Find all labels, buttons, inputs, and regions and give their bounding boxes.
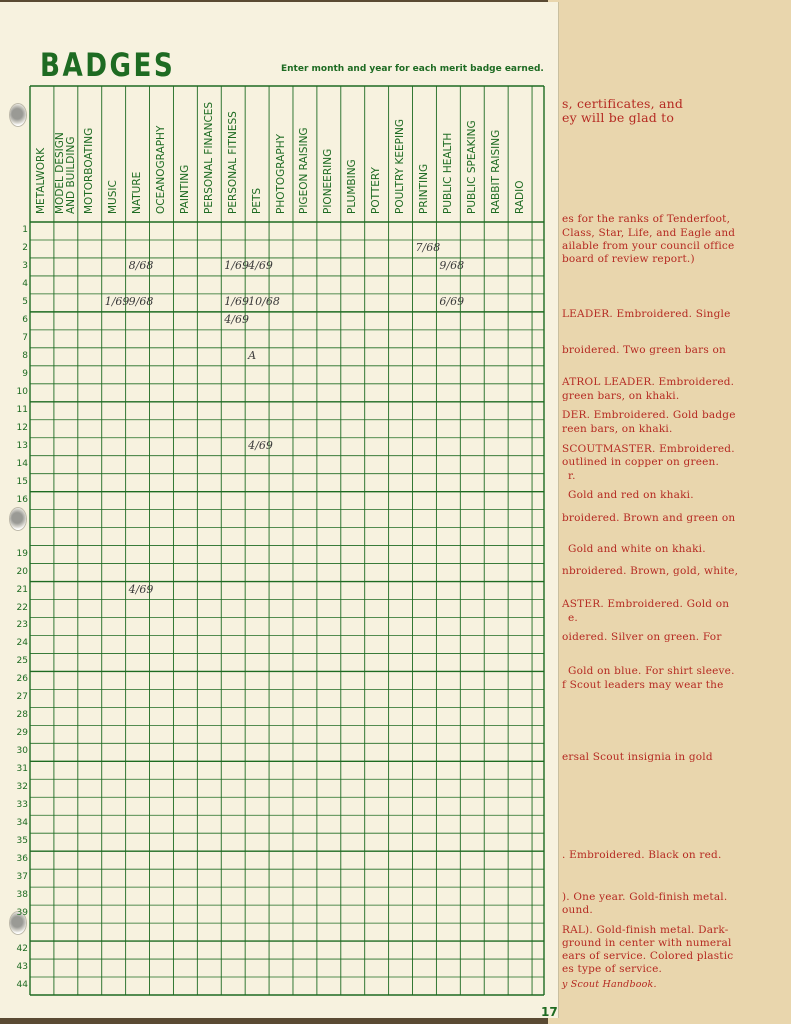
back-page-text-line: f Scout leaders may wear the [562, 679, 724, 691]
column-header: PLUMBING [346, 159, 359, 214]
badge-date-entry: 4/69 [248, 438, 273, 452]
column-header: MOTORBOATING [83, 127, 96, 214]
badge-date-entry: 4/69 [128, 582, 154, 596]
row-number: 12 [16, 422, 28, 433]
back-page-text-line: s, certificates, and [562, 96, 684, 111]
row-number: 22 [16, 602, 28, 613]
instruction-text: Enter month and year for each merit badge earned. [281, 64, 544, 74]
row-number: 23 [16, 620, 28, 631]
column-header: MUSIC [107, 180, 120, 214]
back-page-text-line: reen bars, on khaki. [562, 423, 673, 435]
back-page-text-line: SCOUTMASTER. Embroidered. [562, 443, 735, 455]
column-header: RADIO [513, 180, 526, 214]
back-page-text-line: oidered. Silver on green. For [562, 631, 722, 643]
badge-date-entry: 9/68 [439, 258, 465, 272]
back-page-text-line: ground in center with numeral [562, 937, 732, 949]
column-header: PRINTING [417, 163, 430, 214]
column-header: PERSONAL FITNESS [226, 111, 239, 214]
badge-date-entry: 1/69 [224, 294, 249, 308]
column-header: NATURE [131, 171, 144, 214]
column-header: PERSONAL FINANCES [202, 101, 215, 214]
badge-date-entry: A [248, 348, 257, 362]
row-number: 13 [16, 440, 28, 451]
row-number: 25 [16, 656, 28, 667]
row-number: 4 [22, 278, 28, 289]
row-number: 35 [16, 836, 28, 847]
back-page-text-line: RAL). Gold-finish metal. Dark- [562, 924, 729, 936]
badge-date-entry: 4/69 [248, 258, 273, 272]
row-number: 28 [16, 710, 28, 721]
row-number: 36 [16, 854, 28, 865]
column-header: PIONEERING [322, 148, 335, 214]
back-page-text-line: green bars, on khaki. [562, 390, 680, 402]
row-number: 7 [22, 332, 28, 343]
back-page-text-line: ailable from your council office [562, 240, 735, 252]
badge-date-entry: 6/69 [439, 294, 465, 308]
row-number: 11 [16, 404, 28, 415]
row-number: 38 [16, 890, 28, 901]
back-page-text-line: ersal Scout insignia in gold [562, 751, 713, 763]
row-number: 21 [16, 584, 28, 595]
row-number: 27 [16, 692, 28, 703]
column-header: PHOTOGRAPHY [274, 133, 287, 214]
back-page-text-line: es for the ranks of Tenderfoot, [562, 213, 731, 225]
back-page-text-line: broidered. Brown and green on [562, 512, 736, 524]
row-number: 9 [22, 368, 28, 379]
column-header: POTTERY [370, 167, 383, 214]
row-number: 2 [22, 242, 28, 253]
badge-date-entry: 1/69 [104, 294, 130, 308]
row-number: 43 [16, 962, 28, 973]
column-header: MODEL DESIGN AND BUILDING [53, 132, 77, 214]
row-number: 5 [22, 296, 28, 307]
row-number: 31 [16, 764, 28, 775]
back-page-text-line: DER. Embroidered. Gold badge [562, 409, 736, 421]
row-number: 19 [16, 548, 28, 559]
badge-date-entry: 8/68 [128, 258, 154, 272]
row-number: 10 [16, 386, 28, 397]
row-number: 44 [16, 980, 28, 990]
row-number: 15 [16, 476, 28, 487]
row-number: 33 [16, 800, 28, 811]
back-page-text-line: ). One year. Gold-finish metal. [562, 891, 728, 903]
column-header: RABBIT RAISING [489, 129, 502, 214]
back-page-text-line: Gold and white on khaki. [568, 543, 706, 555]
back-page-text-line: y Scout Handbook. [562, 979, 657, 990]
back-page-text-line: Class, Star, Life, and Eagle and [562, 227, 736, 239]
badge-date-entry: 7/68 [415, 240, 441, 254]
column-header: METALWORK [35, 147, 48, 214]
row-number: 3 [22, 260, 28, 271]
row-number: 16 [16, 494, 28, 505]
page-number: 17 [541, 1005, 558, 1019]
badge-date-entry: 10/68 [248, 294, 280, 308]
back-page-text-line: ey will be glad to [562, 110, 675, 125]
badge-date-entry: 1/69 [224, 258, 249, 272]
row-number: 26 [16, 674, 28, 685]
back-page-text-line: nbroidered. Brown, gold, white, [562, 565, 739, 577]
column-header: PUBLIC HEALTH [441, 132, 454, 214]
back-page-text-line: board of review report.) [562, 253, 695, 265]
row-number: 14 [16, 458, 28, 469]
row-number: 34 [16, 818, 28, 829]
back-page-text-line: Gold and red on khaki. [568, 489, 694, 501]
row-number: 6 [22, 314, 28, 325]
back-page-text-line: outlined in copper on green. [562, 456, 720, 468]
badge-date-entry: 9/68 [128, 294, 154, 308]
row-number: 39 [16, 908, 28, 919]
opposite-page [548, 0, 791, 1024]
badges-page [0, 2, 559, 1018]
row-number: 42 [16, 944, 28, 955]
column-header: PETS [250, 187, 263, 214]
back-page-text-line: LEADER. Embroidered. Single [562, 308, 731, 320]
row-number: 32 [16, 782, 28, 793]
back-page-text-line: e. [568, 612, 578, 624]
back-page-text-line: ASTER. Embroidered. Gold on [562, 598, 730, 610]
column-header: POULTRY KEEPING [394, 118, 407, 214]
row-number: 20 [16, 566, 28, 577]
row-number: 29 [16, 728, 28, 739]
column-header: PUBLIC SPEAKING [465, 120, 478, 214]
row-number: 24 [16, 638, 28, 649]
row-number: 8 [22, 350, 28, 361]
badge-date-entry: 4/69 [224, 312, 249, 326]
row-number: 30 [16, 746, 28, 757]
back-page-text-line: broidered. Two green bars on [562, 344, 726, 356]
column-header: PIGEON RAISING [298, 127, 311, 214]
row-number: 37 [16, 872, 28, 883]
back-page-text-line: r. [568, 470, 576, 482]
row-number: 1 [22, 224, 28, 235]
column-header: OCEANOGRAPHY [154, 125, 167, 214]
back-page-text-line: ears of service. Colored plastic [562, 950, 734, 962]
back-page-text-line: es type of service. [562, 963, 663, 975]
back-page-text-line: Gold on blue. For shirt sleeve. [568, 665, 735, 677]
back-page-text-line: ATROL LEADER. Embroidered. [562, 376, 735, 388]
column-header: PAINTING [178, 164, 191, 214]
back-page-text-line: ound. [562, 904, 593, 916]
back-page-text-line: . Embroidered. Black on red. [562, 849, 722, 861]
page-title: BADGES [40, 46, 176, 84]
